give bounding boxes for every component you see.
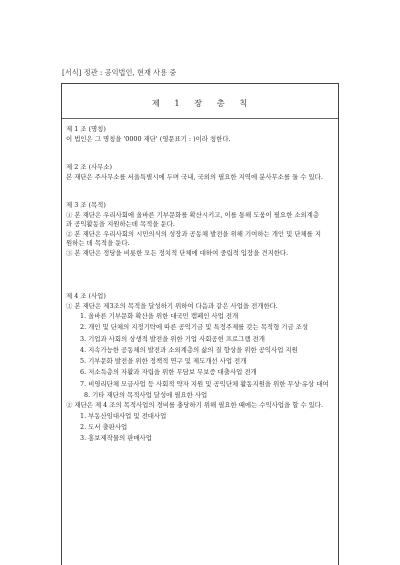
document-frame	[61, 83, 339, 565]
article-4-item: 8. 기타 재단의 목적사업 달성에 필요한 사업	[84, 391, 208, 400]
article-3	[66, 201, 334, 258]
document-header: [서식] 정관 : 공익법인, 현재 사용 중	[62, 68, 177, 77]
article-3-line: ① 본 재단은 우리사회에 올바른 기부문화를 확산시키고, 이를 통해 도움이 필요한 소외계층	[66, 210, 320, 219]
article-3-line: 원하는 데 목적을 둔다.	[66, 239, 130, 247]
article-1-body: 이 법인은 그 명칭을 '0000 재단' (영문표기 : )이라 칭한다.	[66, 134, 231, 143]
chapter-title: 총 칙	[216, 98, 249, 108]
chapter-number: 제 1 장	[151, 98, 204, 108]
article-4-item: 4. 지속가능한 공동체의 발전과 소외계층의 삶의 질 향상을 위한 공익사업 지원	[80, 345, 298, 354]
article-4-item: 3. 기업과 사회의 상생적 발전을 위한 기업 사회공헌 프로그램 전개	[80, 334, 265, 343]
article-4-subitem: 2. 도서 출판사업	[80, 423, 128, 432]
article-1	[66, 125, 334, 144]
article-4-title: 제 4 조 (사업)	[66, 292, 106, 300]
article-4	[66, 292, 334, 445]
article-4-subitem: 3. 홍보제작물의 판매사업	[80, 434, 152, 443]
article-3-line: 과 공익활동을 지원하는데 목적을 둔다.	[66, 220, 175, 228]
article-4-item: 5. 기부문화 발전을 위한 정책적 연구 및 제도개선 사업 전개	[80, 357, 247, 366]
article-4-second: ② 재단은 제 4 조의 목적사업의 경비를 충당하기 위해 필요한 때에는 수익사업을 할 수 있다.	[66, 401, 323, 410]
article-4-item: 2. 개인 및 단체의 지정기탁에 따른 공익기금 및 특정주제를 갖는 목적형 기금 조성	[80, 323, 309, 332]
article-4-intro: ① 본 재단은 제3조의 목적을 달성하기 위하여 다음과 같은 사업을 전개한다.	[66, 301, 278, 310]
article-4-item: 6. 저소득층의 자활과 자립을 위한 무담보 무보증 대출사업 전개	[80, 368, 257, 377]
article-3-line: ② 본 재단은 우리사회의 시민의식의 성장과 공동체 발전을 위해 기여하는 개인 및 단체를 지	[66, 229, 322, 238]
article-3-line: ③ 본 재단은 정당을 비롯한 모든 정치적 단체에 대하여 중립적 입장을 견지한다.	[66, 248, 289, 257]
article-4-item: 7. 비영리단체 모금사업 등 사회적 약자 지원 및 공익단체 활동지원을 위한 무상·유상 대여	[80, 379, 329, 388]
article-2	[66, 163, 334, 182]
chapter-heading	[62, 98, 338, 109]
article-1-title: 제 1 조 (명칭)	[66, 125, 106, 133]
article-3-title: 제 3 조 (목적)	[66, 201, 106, 209]
article-4-item: 1. 올바른 기부문화 확산을 위한 대국민 캠페인 사업 전개	[80, 312, 239, 320]
article-2-body: 본 재단은 주사무소를 서울특별시에 두며 국내, 국외의 필요한 지역에 분사무소를 둘 수 있다.	[66, 172, 323, 181]
chapter-divider	[62, 118, 338, 119]
article-2-title: 제 2 조 (사무소)	[66, 163, 113, 171]
article-4-subitem: 1. 부동산임대사업 및 전대사업	[80, 411, 167, 420]
